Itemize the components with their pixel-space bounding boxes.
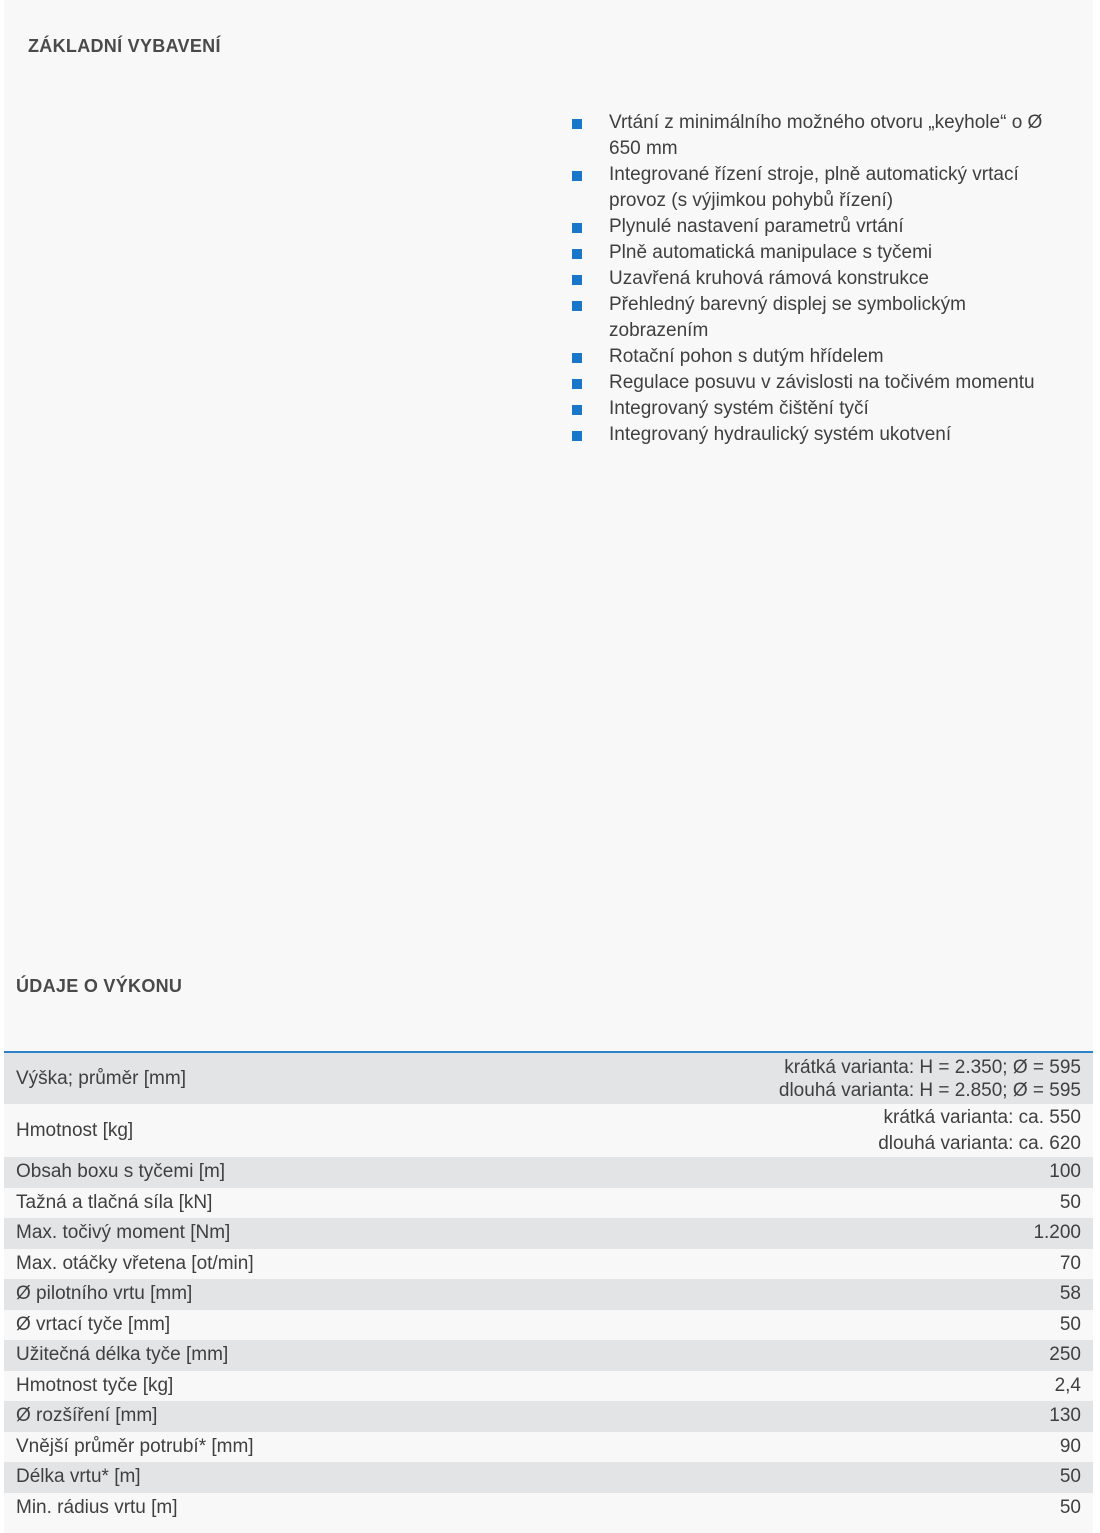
table-row <box>4 1432 1093 1463</box>
table-row <box>4 1218 1093 1249</box>
equipment-heading: ZÁKLADNÍ VYBAVENÍ <box>28 36 221 56</box>
list-item <box>566 162 1066 214</box>
square-bullet-icon <box>572 275 582 285</box>
row-label: Min. rádius vrtu [m] <box>16 1496 178 1518</box>
list-item <box>566 214 1066 240</box>
table-row <box>4 1371 1093 1402</box>
row-value-line: krátká varianta: ca. 550 <box>883 1106 1081 1128</box>
row-label: Hmotnost [kg] <box>16 1119 134 1141</box>
row-label: Max. otáčky vřetena [ot/min] <box>16 1252 254 1274</box>
row-value: 130 <box>1049 1405 1081 1427</box>
row-value: 1.200 <box>1033 1222 1081 1244</box>
list-item-text: Integrovaný systém čištění tyčí <box>609 398 869 419</box>
list-item-text: Plně automatická manipulace s tyčemi <box>609 242 933 263</box>
square-bullet-icon <box>572 119 582 129</box>
list-item <box>566 396 1066 422</box>
row-value: 50 <box>1059 1191 1081 1213</box>
list-item <box>566 266 1066 292</box>
row-value: 250 <box>1049 1344 1081 1366</box>
square-bullet-icon <box>572 353 582 363</box>
row-value <box>489 1052 1093 1104</box>
row-label: Užitečná délka tyče [mm] <box>16 1344 229 1366</box>
row-label: Max. točivý moment [Nm] <box>16 1222 231 1244</box>
table-row <box>4 1104 1093 1157</box>
list-item <box>566 110 1066 162</box>
performance-heading: ÚDAJE O VÝKONU <box>16 976 183 996</box>
performance-table <box>4 1051 1093 1523</box>
row-label: Ø vrtací tyče [mm] <box>16 1313 171 1335</box>
list-item <box>566 240 1066 266</box>
table-row <box>4 1462 1093 1493</box>
table-row <box>4 1188 1093 1219</box>
square-bullet-icon <box>572 431 582 441</box>
table-row <box>4 1401 1093 1432</box>
square-bullet-icon <box>572 171 582 181</box>
row-value: 70 <box>1059 1252 1081 1274</box>
row-value <box>489 1104 1093 1157</box>
list-item-text: Uzavřená kruhová rámová konstrukce <box>609 268 929 289</box>
row-value: 100 <box>1049 1161 1081 1183</box>
row-value-line: dlouhá varianta: H = 2.850; Ø = 595 <box>778 1079 1081 1101</box>
table-row <box>4 1052 1093 1104</box>
list-item-text: Regulace posuvu v závislosti na točivém momentu <box>609 372 1035 393</box>
square-bullet-icon <box>572 379 582 389</box>
square-bullet-icon <box>572 405 582 415</box>
row-value-line: dlouhá varianta: ca. 620 <box>878 1132 1081 1154</box>
list-item <box>566 422 1066 448</box>
list-item-text: Plynulé nastavení parametrů vrtání <box>609 216 904 237</box>
row-label: Vnější průměr potrubí* [mm] <box>16 1435 254 1457</box>
row-label: Hmotnost tyče [kg] <box>16 1374 174 1396</box>
table-row <box>4 1279 1093 1310</box>
table-row <box>4 1340 1093 1371</box>
row-value: 50 <box>1059 1496 1081 1518</box>
row-label: Ø pilotního vrtu [mm] <box>16 1283 193 1305</box>
row-value: 50 <box>1059 1466 1081 1488</box>
row-value: 90 <box>1059 1435 1081 1457</box>
table-row <box>4 1493 1093 1524</box>
row-label: Obsah boxu s tyčemi [m] <box>16 1161 226 1183</box>
list-item <box>566 292 1066 344</box>
row-value: 2,4 <box>1054 1374 1081 1396</box>
list-item <box>566 370 1066 396</box>
list-item-text: Vrtání z minimálního možného otvoru „keyhole“ o Ø 650 mm <box>609 112 1043 159</box>
row-label: Ø rozšíření [mm] <box>16 1405 158 1427</box>
row-value: 50 <box>1059 1313 1081 1335</box>
row-label: Tažná a tlačná síla [kN] <box>16 1191 213 1213</box>
table-row <box>4 1310 1093 1341</box>
equipment-list <box>566 110 1066 448</box>
row-value: 58 <box>1059 1283 1081 1305</box>
list-item-text: Integrovaný hydraulický systém ukotvení <box>609 424 952 445</box>
row-label: Délka vrtu* [m] <box>16 1466 141 1488</box>
square-bullet-icon <box>572 223 582 233</box>
row-label: Výška; průměr [mm] <box>16 1068 186 1089</box>
list-item-text: Přehledný barevný displej se symbolickým zobrazením <box>609 294 966 341</box>
list-item <box>566 344 1066 370</box>
square-bullet-icon <box>572 301 582 311</box>
row-value-line: krátká varianta: H = 2.350; Ø = 595 <box>784 1056 1081 1078</box>
list-item-text: Integrované řízení stroje, plně automatický vrtací provoz (s výjimkou pohybů řízení) <box>609 164 1019 211</box>
table-row <box>4 1249 1093 1280</box>
square-bullet-icon <box>572 249 582 259</box>
table-row <box>4 1157 1093 1188</box>
list-item-text: Rotační pohon s dutým hřídelem <box>609 346 884 367</box>
